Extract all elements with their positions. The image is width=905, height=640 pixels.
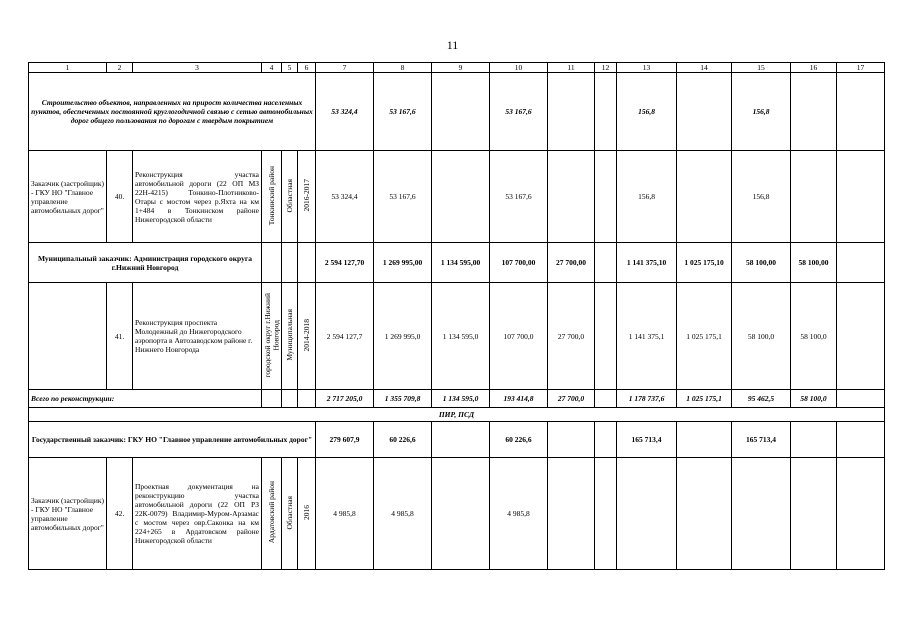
cell-empty [548, 422, 595, 458]
col-header: 17 [837, 63, 885, 73]
cell-empty [791, 458, 837, 570]
cell-empty [548, 73, 595, 151]
cell-v10: 107 700,0 [490, 283, 548, 390]
cell-empty [837, 283, 885, 390]
cell-v11: 27 700,0 [548, 283, 595, 390]
cell-empty [595, 422, 617, 458]
cell-empty [432, 73, 490, 151]
municipal-title: Муниципальный заказчик: Администрация городского округа г.Нижний Новгород [29, 243, 262, 283]
cell-v14: 1 025 175,1 [677, 390, 732, 408]
cell-empty [791, 151, 837, 243]
section-title: Строительство объектов, направленных на прирост количества населенных пунктов, обеспеченных постоянной круглогодичной связью с сетью автомобильных дорог общего пользования по дорогам с твердым покрытием [29, 73, 316, 151]
cell-v7: 2 717 205,0 [316, 390, 374, 408]
col-header: 7 [316, 63, 374, 73]
col-header: 16 [791, 63, 837, 73]
cell-empty [791, 422, 837, 458]
row-number: 40. [107, 151, 133, 243]
table-row [29, 151, 885, 243]
cell-v15: 58 100,0 [732, 283, 791, 390]
level-text: Муниципальная [285, 309, 294, 361]
cell-v13: 165 713,4 [617, 422, 677, 458]
cell-empty [837, 458, 885, 570]
cell-v7: 53 324,4 [316, 73, 374, 151]
cell-v15: 156,8 [732, 151, 791, 243]
district-text: Ардатовский район [267, 481, 276, 544]
cell-empty [837, 422, 885, 458]
col-header: 8 [374, 63, 432, 73]
level-text: Областная [285, 178, 294, 213]
row-number: 42. [107, 458, 133, 570]
cell-v13: 1 141 375,1 [617, 283, 677, 390]
table-row [29, 283, 885, 390]
total-row [29, 390, 885, 408]
cell-empty [548, 151, 595, 243]
col-header: 15 [732, 63, 791, 73]
cell-v7: 2 594 127,70 [316, 243, 374, 283]
cell-v9: 1 134 595,00 [432, 243, 490, 283]
col-header: 3 [133, 63, 262, 73]
years-text: 2016 [302, 505, 311, 520]
district-cell [262, 151, 282, 243]
years-cell [298, 283, 316, 390]
cell-v8: 60 226,6 [374, 422, 432, 458]
district-text: городской округ г.Нижний Новгород [263, 292, 281, 378]
cell-v7: 53 324,4 [316, 151, 374, 243]
cell-empty [837, 243, 885, 283]
cell-v8: 4 985,8 [374, 458, 432, 570]
cell-empty [677, 458, 732, 570]
row-number: 41. [107, 283, 133, 390]
col-header: 13 [617, 63, 677, 73]
level-text: Областная [285, 495, 294, 530]
cell-v8: 1 269 995,0 [374, 283, 432, 390]
cell-empty [548, 458, 595, 570]
years-text: 2014-2018 [302, 318, 311, 352]
cell-v7: 4 985,8 [316, 458, 374, 570]
cell-empty [595, 390, 617, 408]
state-customer-row [29, 422, 885, 458]
pir-label: ПИР, ПСД [29, 408, 885, 422]
cell-v15: 58 100,00 [732, 243, 791, 283]
cell-v11: 27 700,00 [548, 243, 595, 283]
district-cell [262, 458, 282, 570]
cell-v10: 107 700,00 [490, 243, 548, 283]
cell-empty [282, 390, 298, 408]
cell-v13: 1 141 375,10 [617, 243, 677, 283]
cell-v15: 165 713,4 [732, 422, 791, 458]
cell-empty [677, 73, 732, 151]
cell-v15: 156,8 [732, 73, 791, 151]
cell-empty [732, 458, 791, 570]
cell-empty [595, 151, 617, 243]
cell-empty [432, 151, 490, 243]
object-description: Реконструкция участка автомобильной дороги (22 ОП МЗ 22Н-4215) Тонкино-Плотниково-Отары с мостом через р.Яхта на км 1+484 в Тонкинском районе Нижегородской области [133, 151, 262, 243]
cell-empty [595, 243, 617, 283]
cell-empty [262, 243, 282, 283]
customer-cell [29, 283, 107, 390]
table-row [29, 458, 885, 570]
cell-v7: 279 607,9 [316, 422, 374, 458]
col-header: 10 [490, 63, 548, 73]
cell-empty [617, 458, 677, 570]
cell-v10: 4 985,8 [490, 458, 548, 570]
total-label: Всего по реконструкции: [29, 390, 262, 408]
col-header: 2 [107, 63, 133, 73]
level-cell [282, 283, 298, 390]
cell-empty [262, 390, 282, 408]
cell-empty [677, 151, 732, 243]
municipal-customer-row [29, 243, 885, 283]
cell-v13: 156,8 [617, 73, 677, 151]
cell-v16: 58 100,00 [791, 243, 837, 283]
col-header: 4 [262, 63, 282, 73]
col-header: 14 [677, 63, 732, 73]
col-header: 6 [298, 63, 316, 73]
cell-v10: 60 226,6 [490, 422, 548, 458]
cell-v13: 1 178 737,6 [617, 390, 677, 408]
cell-v7: 2 594 127,7 [316, 283, 374, 390]
object-description: Проектная документация на реконструкцию участка автомобильной дороги (22 ОП РЗ 22К-0079) Владимир-Муром-Арзамас с мостом через овр.Саконка на км 224+265 в Ардатовском районе Нижегородской области [133, 458, 262, 570]
level-cell [282, 151, 298, 243]
years-cell [298, 458, 316, 570]
page-number: 11 [446, 38, 459, 52]
cell-v10: 53 167,6 [490, 73, 548, 151]
years-text: 2016-2017 [302, 179, 311, 212]
cell-empty [837, 390, 885, 408]
investment-table [28, 62, 885, 570]
col-header: 11 [548, 63, 595, 73]
col-header: 1 [29, 63, 107, 73]
cell-v10: 53 167,6 [490, 151, 548, 243]
district-text: Тонкинский район [267, 165, 276, 226]
years-cell [298, 151, 316, 243]
cell-empty [791, 73, 837, 151]
level-cell [282, 458, 298, 570]
cell-empty [432, 458, 490, 570]
cell-empty [298, 390, 316, 408]
cell-empty [837, 73, 885, 151]
cell-empty [677, 422, 732, 458]
cell-empty [298, 243, 316, 283]
cell-v8: 53 167,6 [374, 151, 432, 243]
cell-v13: 156,8 [617, 151, 677, 243]
col-header: 5 [282, 63, 298, 73]
customer-cell: Заказчик (застройщик) - ГКУ НО "Главное управление автомобильных дорог" [29, 458, 107, 570]
cell-v15: 95 462,5 [732, 390, 791, 408]
cell-empty [595, 458, 617, 570]
cell-v8: 1 269 995,00 [374, 243, 432, 283]
column-number-row [29, 63, 885, 73]
cell-v14: 1 025 175,10 [677, 243, 732, 283]
cell-empty [595, 283, 617, 390]
col-header: 9 [432, 63, 490, 73]
cell-v8: 1 355 709,8 [374, 390, 432, 408]
cell-v9: 1 134 595,0 [432, 283, 490, 390]
object-description: Реконструкция проспекта Молодежный до Нижегородского аэропорта в Автозаводском районе г. Нижнего Новгорода [133, 283, 262, 390]
cell-v14: 1 025 175,1 [677, 283, 732, 390]
section-construction-row [29, 73, 885, 151]
cell-v16: 58 100,0 [791, 283, 837, 390]
state-title: Государственный заказчик: ГКУ НО "Главное управление автомобильных дорог" [29, 422, 316, 458]
customer-cell: Заказчик (застройщик) - ГКУ НО "Главное управление автомобильных дорог" [29, 151, 107, 243]
cell-empty [837, 151, 885, 243]
cell-v9: 1 134 595,0 [432, 390, 490, 408]
cell-v10: 193 414,8 [490, 390, 548, 408]
cell-v16: 58 100,0 [791, 390, 837, 408]
district-cell [262, 283, 282, 390]
pir-row [29, 408, 885, 422]
cell-v11: 27 700,0 [548, 390, 595, 408]
cell-empty [432, 422, 490, 458]
cell-v8: 53 167,6 [374, 73, 432, 151]
cell-empty [282, 243, 298, 283]
cell-empty [595, 73, 617, 151]
col-header: 12 [595, 63, 617, 73]
